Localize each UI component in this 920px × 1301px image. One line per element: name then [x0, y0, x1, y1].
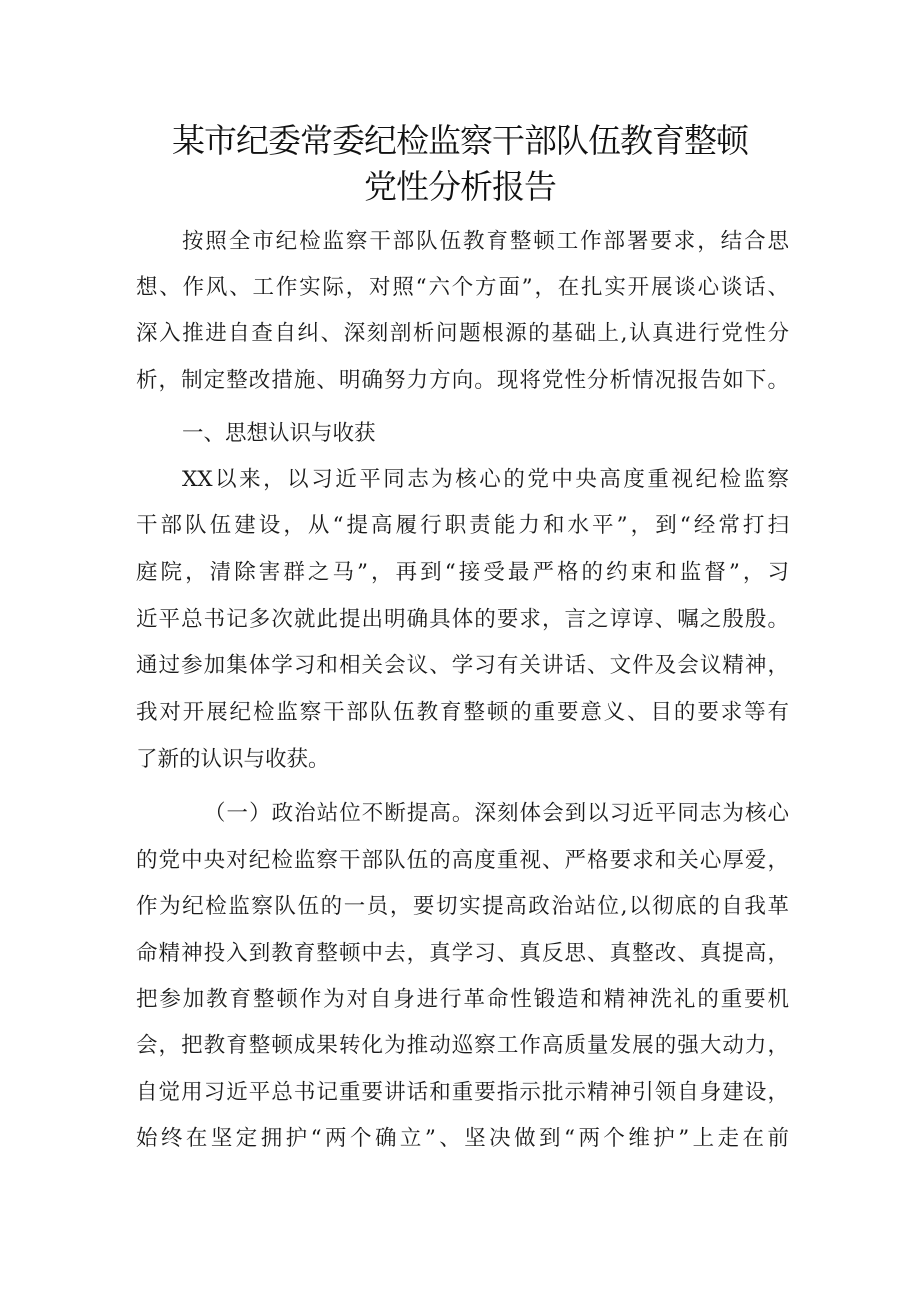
paragraph-3-line: 命精神投入到教育整顿中去，真学习、真反思、真整改、真提高，	[136, 941, 789, 966]
paragraph-3-line: 把参加教育整顿作为对自身进行革命性锻造和精神洗礼的重要机	[136, 987, 789, 1012]
paragraph-2-line: 庭院，清除害群之马”，再到“接受最严格的约束和监督”，习	[136, 560, 789, 585]
paragraph-2-line: 了新的认识与收获。	[136, 747, 330, 772]
paragraph-1-line: 按照全市纪检监察干部队伍教育整顿工作部署要求，结合思	[182, 229, 789, 254]
paragraph-3-line: 会，把教育整顿成果转化为推动巡察工作高质量发展的强大动力，	[136, 1033, 789, 1058]
paragraph-3-line: （一）政治站位不断提高。深刻体会到以习近平同志为核心	[204, 801, 789, 826]
paragraph-3-line: 自觉用习近平总书记重要讲话和重要指示批示精神引领自身建设，	[136, 1080, 789, 1105]
paragraph-1-line: 想、作风、工作实际，对照“六个方面”，在扎实开展谈心谈话、	[136, 275, 789, 300]
paragraph-2-line: 近平总书记多次就此提出明确具体的要求，言之谆谆、嘱之殷殷。	[136, 607, 789, 632]
paragraph-3-line: 作为纪检监察队伍的一员，要切实提高政治站位,以彻底的自我革	[136, 894, 789, 919]
paragraph-3-line: 的党中央对纪检监察干部队伍的高度重视、严格要求和关心厚爱，	[136, 848, 789, 873]
paragraph-2-line: 通过参加集体学习和相关会议、学习有关讲话、文件及会议精神，	[136, 653, 789, 678]
paragraph-2-line: 我对开展纪检监察干部队伍教育整顿的重要意义、目的要求等有	[136, 700, 789, 725]
paragraph-2-line: XX以来，以习近平同志为核心的党中央高度重视纪检监察	[182, 467, 789, 492]
document-title-line-2: 党性分析报告	[364, 167, 556, 206]
document-title-line-1: 某市纪委常委纪检监察干部队伍教育整顿	[172, 121, 748, 160]
section-heading: 一、思想认识与收获	[182, 421, 376, 446]
paragraph-1-line: 深入推进自查自纠、深刻剖析问题根源的基础上,认真进行党性分	[136, 321, 789, 346]
paragraph-2-line: 干部队伍建设，从“提高履行职责能力和水平”，到“经常打扫	[136, 513, 789, 538]
paragraph-1-line: 析，制定整改措施、明确努力方向。现将党性分析情况报告如下。	[136, 368, 789, 393]
paragraph-3-line: 始终在坚定拥护“两个确立”、坚决做到“两个维护”上走在前	[136, 1126, 789, 1151]
